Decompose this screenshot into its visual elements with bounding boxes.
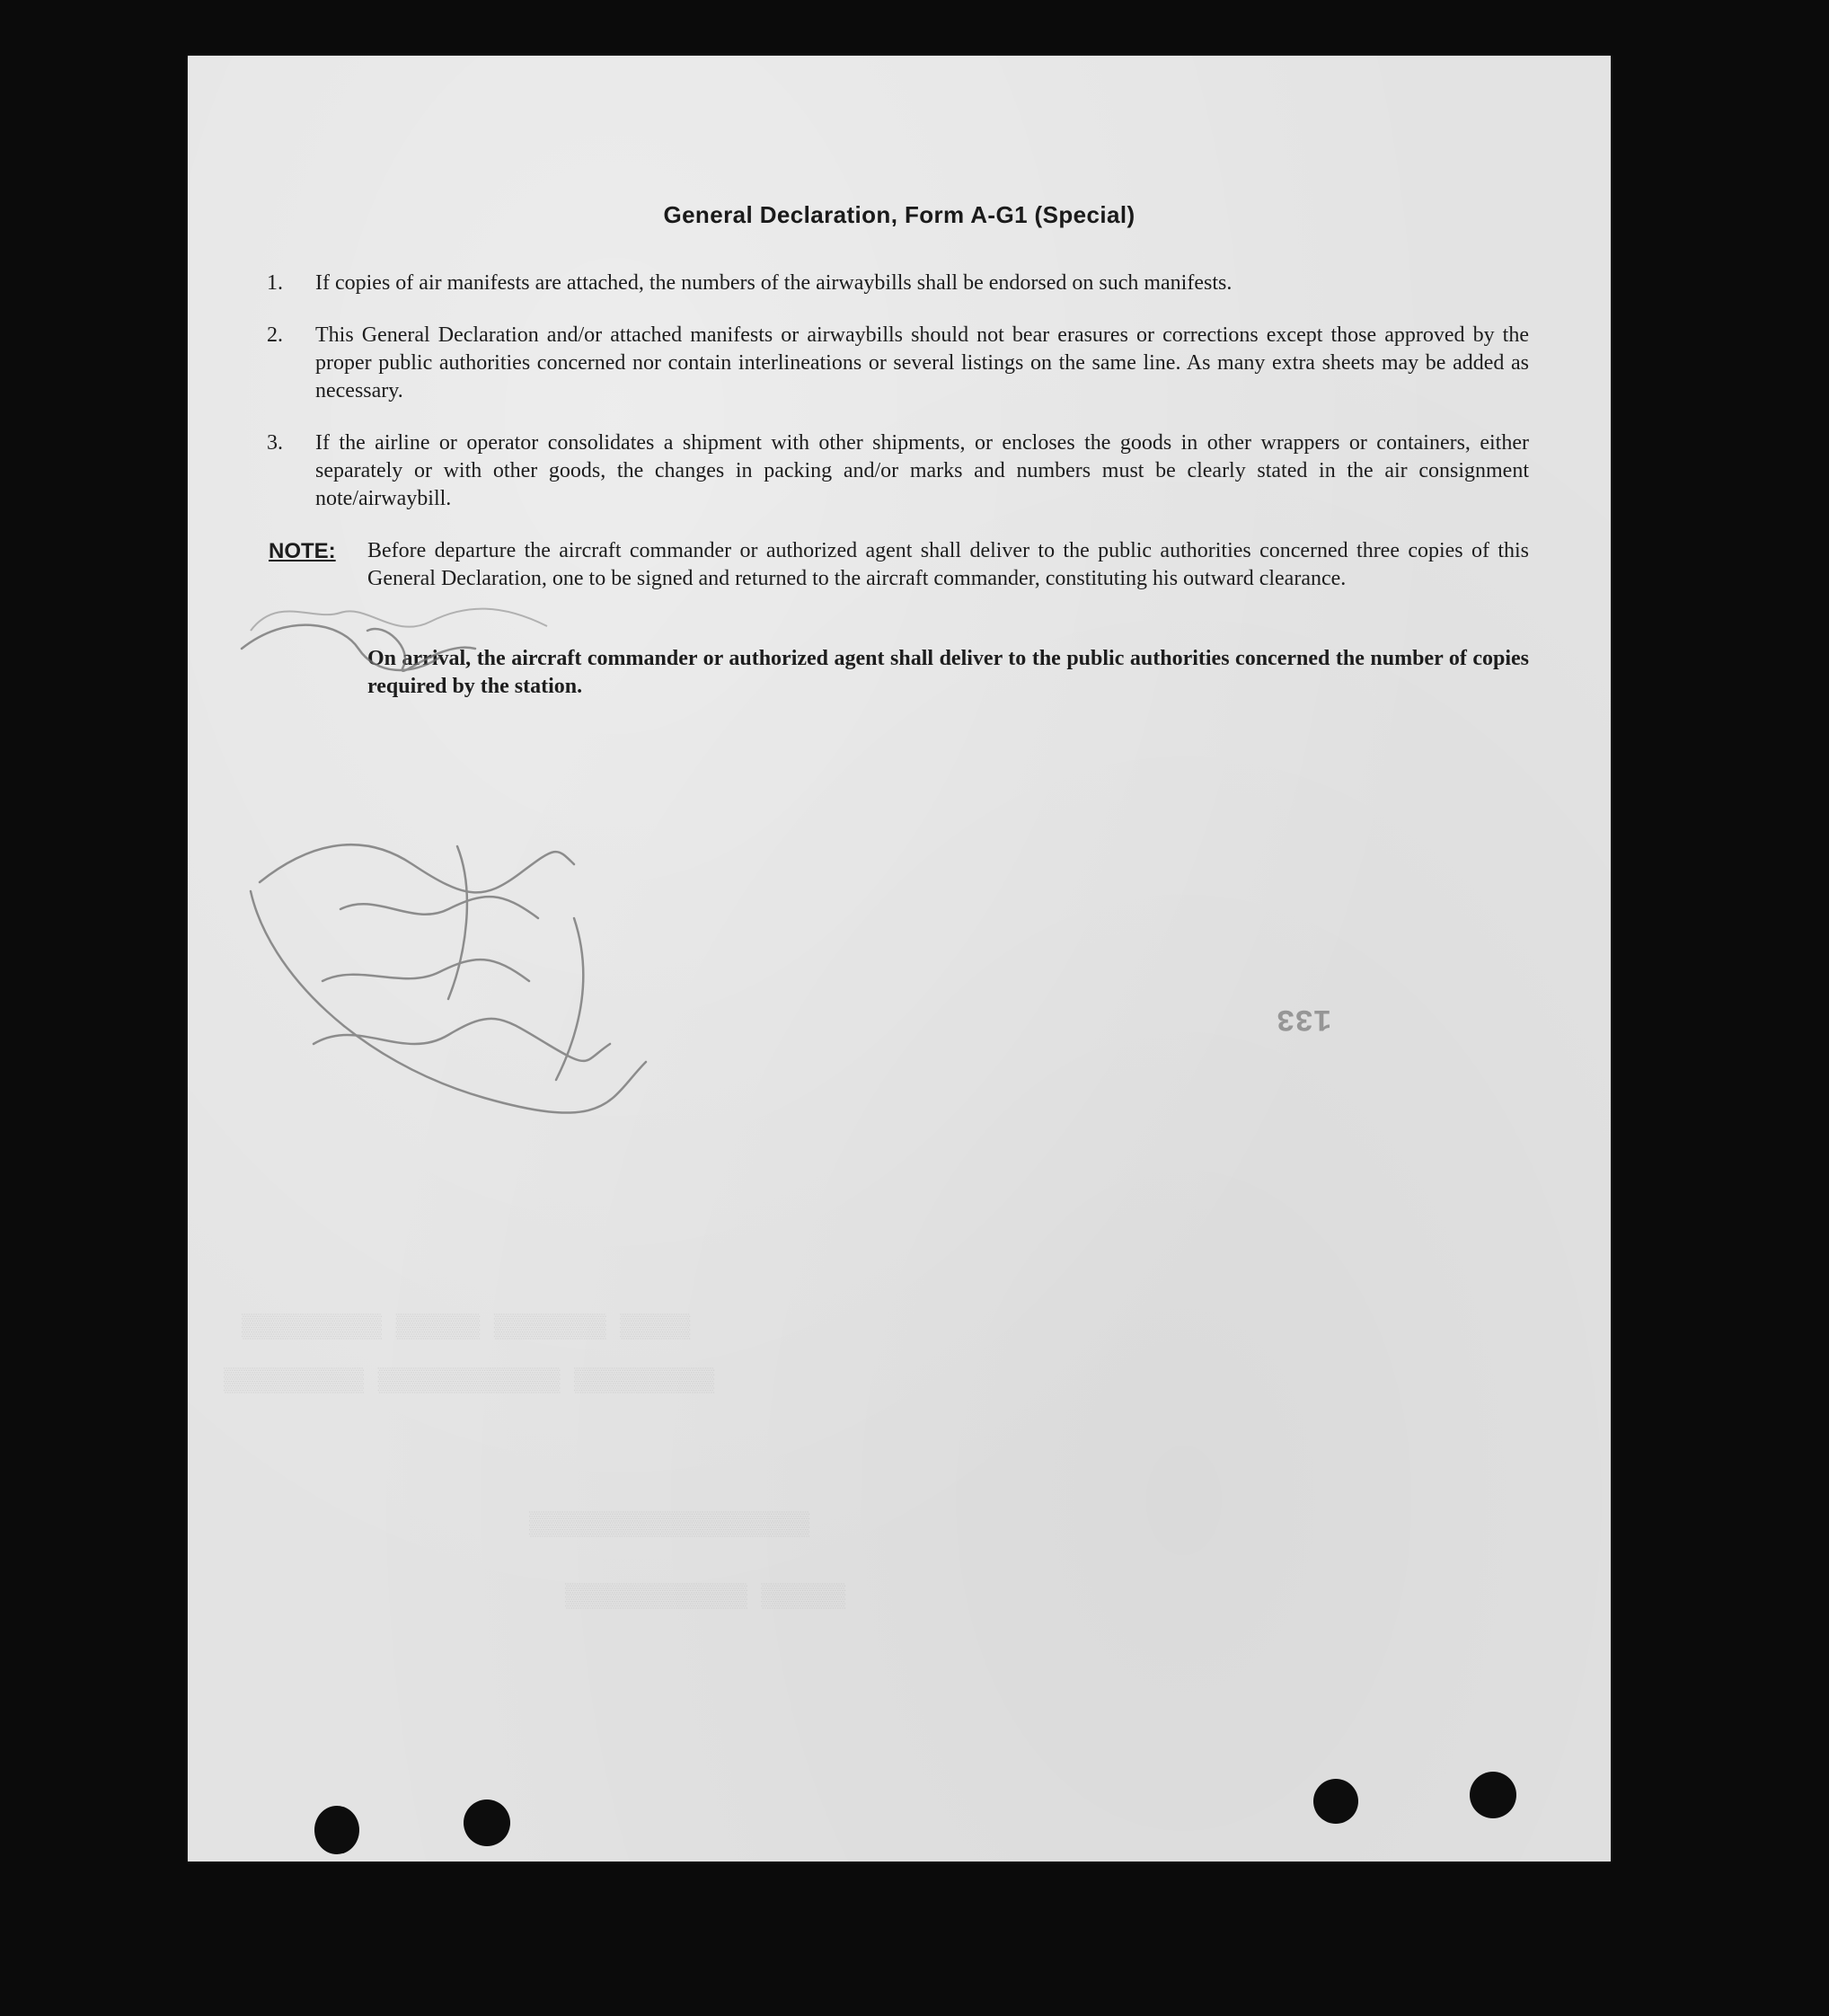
- form-title: General Declaration, Form A-G1 (Special): [663, 201, 1135, 228]
- item-number: 2.: [267, 323, 283, 347]
- document-page: [188, 56, 1611, 1861]
- punch-hole: [1313, 1779, 1358, 1824]
- note-label: NOTE:: [269, 539, 336, 563]
- note-paragraph: Before departure the aircraft commander or authorized agent shall deliver to the public authorities concerned three copies of this General Declaration, one to be signed and returned to the aircraft commander, constituting his outward clearance.: [367, 539, 1529, 590]
- item-number: 1.: [267, 271, 283, 295]
- bleed-through-marks: ▒▒▒▒▒▒▒▒▒▒ ▒▒▒▒▒▒▒▒▒▒▒▒▒ ▒▒▒▒▒▒▒▒▒▒: [224, 1367, 715, 1394]
- note-block: [269, 537, 1529, 593]
- punch-hole: [464, 1799, 510, 1846]
- punch-hole: [314, 1806, 359, 1854]
- bleed-through-marks: ▒▒▒▒▒▒▒▒▒▒▒▒▒▒▒▒▒▒▒▒: [529, 1511, 810, 1538]
- item-text: If the airline or operator consolidates a shipment with other shipments, or encloses the goods in other wrappers or containers, either separately or with other goods, the changes in packing and/or marks and numbers must be clearly stated in the air consignment note/airwaybill.: [315, 431, 1529, 510]
- instruction-item: [267, 429, 1529, 513]
- bleed-through-marks: ▒▒▒▒▒ ▒▒▒▒▒▒▒▒ ▒▒▒▒▒▒ ▒▒▒▒▒▒▒▒▒▒: [242, 1313, 691, 1340]
- item-number: 3.: [267, 431, 283, 455]
- handwritten-signature-bleed: [233, 595, 700, 1179]
- note-paragraph: On arrival, the aircraft commander or authorized agent shall deliver to the public authorities concerned the number of copies required by the station.: [367, 647, 1529, 698]
- item-text: If copies of air manifests are attached, the numbers of the airwaybills shall be endorsed on such manifests.: [315, 271, 1233, 295]
- bleed-through-marks: ▒▒▒▒▒▒ ▒▒▒▒▒▒▒▒▒▒▒▒▒: [565, 1583, 846, 1610]
- item-text: This General Declaration and/or attached manifests or airwaybills should not bear erasures or corrections except those approved by the proper public authorities concerned nor contain interlineations or several listings on the same line. As many extra sheets may be added as necessary.: [315, 323, 1529, 402]
- punch-hole: [1470, 1772, 1516, 1818]
- faint-handwriting-bleed: [242, 586, 565, 658]
- instruction-item: [267, 270, 1529, 297]
- instruction-item: [267, 322, 1529, 405]
- stamp-number: 133: [1277, 1001, 1332, 1035]
